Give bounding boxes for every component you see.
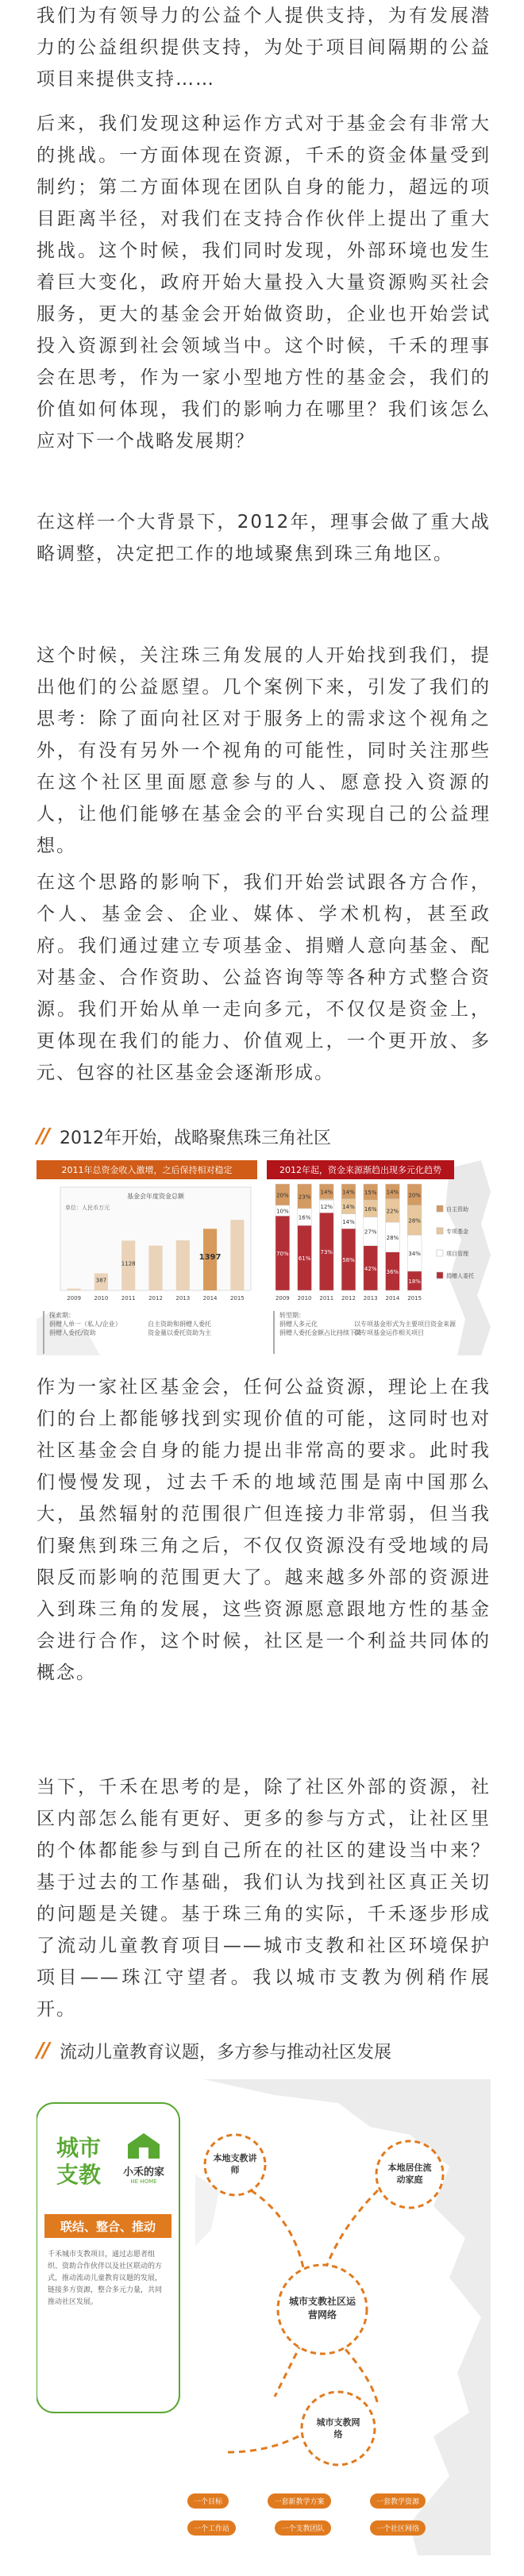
data-label: 10% [276,1208,289,1215]
data-label: 36% [386,1268,399,1275]
left-note-right-1: 自主资助和捐赠人委托 [148,1321,211,1328]
right-notes [273,1311,462,1354]
node-migrant-families: 本地居住流动家庭 [387,2163,432,2185]
left-note-title: 探索期： [49,1312,75,1319]
tick-label: 2010 [94,1295,109,1301]
figure-description: 千禾城市支教项目，通过志愿者组织、资助合作伙伴以及社区联动的方式，推动流动儿童教育议题的发展，链接多方资源，整合多元力量，共同推动社区发展。 [48,2251,163,2306]
legend-swatch [437,1272,443,1278]
node-local-teachers: 本地支教讲师 [213,2153,257,2175]
logo-left-line1: 城市 [56,2135,101,2161]
data-label: 1128 [121,1260,136,1267]
legend-label: 项目管理 [446,1251,468,1257]
data-label: 16% [364,1205,377,1213]
data-label: 14% [342,1218,355,1225]
label-item: 一套教学资源 [370,2493,426,2509]
logo-right-name: 小禾的家 [122,2167,164,2178]
tick-label: 2011 [319,1295,334,1301]
labels-row-2 [187,2520,426,2536]
tick-label: 2015 [229,1295,245,1301]
he-home-logo [113,2130,175,2185]
label-item: 一个目标 [187,2493,229,2509]
right-note-right-1: 以专项基金形式为主要项目资金来源 [354,1321,456,1328]
tick-label: 2015 [407,1295,422,1301]
chart-title: 基金会年度资金总额 [127,1193,184,1200]
city-teaching-logo [51,2135,106,2189]
strategy-figure [37,1160,491,1355]
node-community-network: 城市支教社区运营网络 [289,2296,356,2320]
label-item: 一个工作站 [187,2520,236,2536]
tick-label: 2012 [148,1295,163,1301]
paragraph-partnership: 在这个思路的影响下，我们开始尝试跟各方合作，个人、基金会、企业、媒体、学术机构，甚至政府。我们通过建立专项基金、捐赠人意向基金、配对基金、合作资助、公益咨询等等各种方式整合资源。我们开始从单一走向多元，不仅仅是资金上，更体现在我们的能力、价值观上，一个更开放、多元、包容的社区基金会逐渐形成。 [37,872,491,1083]
section-title: 流动儿童教育议题，多方参与推动社区发展 [60,2042,392,2063]
left-note-1: 捐赠人单一（私人/企业） [49,1321,121,1328]
tick-label: 2013 [363,1295,378,1301]
section-heading-strategy [37,1121,491,1152]
bar [176,1240,190,1290]
left-notes [43,1311,264,1354]
data-label: 34% [408,1251,421,1258]
logo-right-sub: HE HOME [130,2178,157,2185]
section-title: 2012年开始，战略聚焦珠三角社区 [60,1128,331,1148]
legend-swatch [437,1205,443,1212]
tick-label: 2014 [385,1295,400,1301]
tick-label: 2010 [297,1295,312,1301]
legend-label: 专项基金 [446,1228,468,1235]
slash-marks-icon: // [37,1125,48,1148]
left-bar-chart [37,1179,257,1306]
logo-left-line2: 支教 [56,2162,101,2188]
label-item: 一个支教团队 [275,2520,330,2536]
label-item: 一套新教学方案 [268,2493,330,2509]
data-label: 61% [298,1255,311,1263]
paragraph-reflection: 这个时候，关注珠三角发展的人开始找到我们，提出他们的公益愿望。几个案例下来，引发了我们的思考：除了面向社区对于服务上的需求这个视角之外，有没有另外一个视角的可能性，同时关注那些在这个社区里面愿意参与的人、愿意投入资源的人，让他们能够在基金会的平台实现自己的公益理想。 [37,645,491,856]
labels-row-1 [187,2493,426,2509]
data-label: 14% [386,1189,399,1196]
figure-banner: 联结、整合、推动 [44,2214,171,2238]
data-label: 12% [320,1204,333,1211]
chart-unit: 单位：人民币万元 [65,1205,110,1211]
left-chart-banner: 2011年总资金收入激增，之后保持相对稳定 [37,1160,257,1179]
paragraph-challenges: 后来，我们发现这种运作方式对于基金会有非常大的挑战。一方面体现在资源，千禾的资金体量受到制约；第二方面体现在团队自身的能力，超远的项目距离半径，对我们在支持合作伙伴上提出了重大挑战。这个时候，我们同时发现，外部环境也发生着巨大变化，政府开始大量投入大量资源购买社会服务，更大的基金会开始做资助，企业也开始尝试投入资源到社会领域当中。这个时候，千禾的理事会在思考，作为一家小型地方性的基金会，我们的价值如何体现，我们的影响力在哪里？我们该怎么应对下一个战略发展期？ [37,113,491,452]
right-note-right-2: 以专项基金运作相关项目 [354,1329,424,1336]
left-note-2: 捐赠人委托/资助 [49,1329,96,1336]
right-note-2: 捐赠人委托金额占比持续下降 [279,1329,362,1336]
tick-label: 2009 [275,1295,290,1301]
right-chart-banner: 2012年起，资金来源渐趋出现多元化趋势 [267,1160,454,1179]
data-label: 20% [408,1192,421,1199]
data-label: 16% [298,1214,311,1221]
right-note-1: 捐赠人多元化 [279,1321,318,1328]
left-note-right-2: 资金量以委托资助为主 [148,1329,211,1336]
paragraph-current-thinking: 当下，千禾在思考的是，除了社区外部的资源，社区内部怎么能有更好、更多的参与方式，让社区里的个体都能参与到自己所在的社区的建设当中来？基于过去的工作基础，我们认为找到社区真正关切的问题是关键。基于珠三角的实际，千禾逐步形成了流动儿童教育项目——城市支教和社区环境保护项目——珠江守望者。我以城市支教为例稍作展开。 [37,1777,491,2020]
bar [230,1220,244,1290]
data-label: 15% [364,1190,377,1197]
paragraph-community: 作为一家社区基金会，任何公益资源，理论上在我们的台上都能够找到实现价值的可能，这同时也对社区基金会自身的能力提出非常高的要求。此时我们慢慢发现，过去千禾的地域范围是南中国那么大，虽然辐射的范围很广但连接力非常弱，但当我们聚焦到珠三角之后，不仅仅资源没有受地域的局限反而影响的范围更大了。越来越多外部的资源进入到珠三角的发展，这些资源愿意跟地方性的基金会进行合作，这个时候，社区是一个利益共同体的概念。 [37,1377,491,1683]
tick-label: 2012 [341,1295,356,1301]
tick-label: 2013 [175,1295,191,1301]
data-label: 18% [408,1278,421,1285]
bar [67,1289,81,1290]
house-icon [124,2130,164,2160]
paragraph-2012-strategy: 在这样一个大背景下，2012年，理事会做了重大战略调整，决定把工作的地域聚焦到珠三角地区。 [37,512,491,564]
data-label: 28% [408,1217,421,1225]
data-label: 22% [386,1208,399,1215]
legend-swatch [437,1228,443,1234]
data-label: 27% [364,1228,377,1236]
data-label: 70% [276,1251,289,1258]
tick-label: 2011 [121,1295,136,1301]
data-label: 42% [364,1265,377,1272]
label-item: 一个社区网络 [370,2520,426,2536]
right-note-title: 转型期： [279,1312,305,1319]
right-stacked-chart [267,1179,489,1306]
data-label: 14% [342,1204,355,1211]
data-label: 73% [320,1249,333,1256]
legend-label: 自主资助 [446,1206,468,1213]
data-label: 20% [276,1192,289,1199]
data-label: 1397 [198,1253,222,1263]
node-teaching-network: 城市支教网络 [316,2417,360,2440]
paragraph-intro: 我们为有领导力的公益个人提供支持，为有发展潜力的公益组织提供支持，为处于项目间隔期的公益项目来提供支持…… [37,6,491,90]
tick-label: 2009 [67,1295,82,1301]
tick-label: 2014 [202,1295,218,1301]
legend-swatch [437,1250,443,1256]
data-label: 23% [298,1194,311,1201]
slash-marks-icon: // [37,2039,48,2063]
section-heading-migrant-children [37,2035,491,2067]
data-label: 28% [386,1235,399,1241]
legend-label: 捐赠人委托 [446,1273,474,1279]
migrant-children-figure [37,2079,491,2555]
bar [148,1246,162,1290]
data-label: 14% [342,1189,355,1196]
data-label: 387 [95,1277,107,1284]
data-label: 14% [320,1189,333,1196]
data-label: 58% [342,1257,355,1264]
